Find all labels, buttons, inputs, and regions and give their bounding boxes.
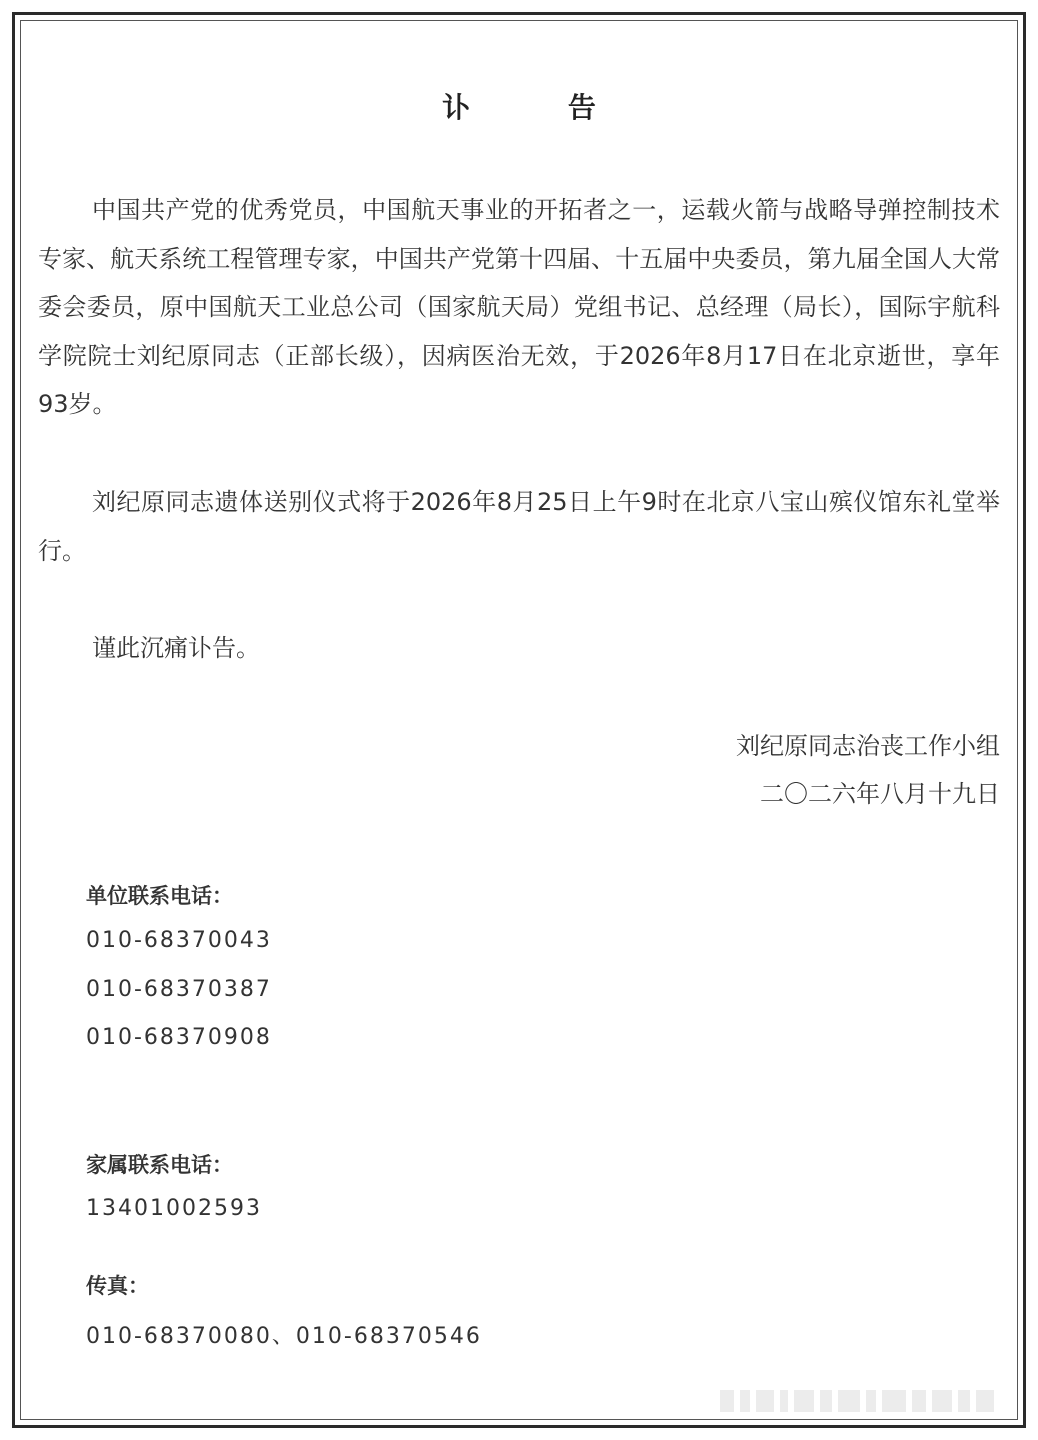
notice-paragraph-farewell-ceremony: 刘纪原同志遗体送别仪式将于2026年8月25日上午9时在北京八宝山殡仪馆东礼堂举行。	[38, 488, 1000, 565]
notice-paragraph-closing: 谨此沉痛讣告。	[92, 634, 260, 662]
watermark-logo	[720, 1388, 1000, 1414]
notice-paragraph-obituary: 中国共产党的优秀党员，中国航天事业的开拓者之一，运载火箭与战略导弹控制技术专家、航天系统工程管理专家，中国共产党第十四届、十五届中央委员，第九届全国人大常委会委员，原中国航天工业总公司（国家航天局）党组书记、总经理（局长），国际宇航科学院院士刘纪原同志（正部长级），因病医治无效，于2026年8月17日在北京逝世，享年93岁。	[38, 196, 1000, 418]
family-phone-heading: 家属联系电话：	[86, 1153, 233, 1177]
notice-title: 讣 告	[442, 91, 640, 124]
unit-phone-1: 010-68370043	[86, 928, 272, 953]
unit-phone-2: 010-68370387	[86, 977, 272, 1002]
signature-date: 二〇二六年八月十九日	[760, 780, 1000, 808]
signature-group: 刘纪原同志治丧工作小组	[736, 732, 1000, 760]
fax-heading: 传真：	[86, 1274, 149, 1298]
fax-numbers: 010-68370080、010-68370546	[86, 1324, 482, 1349]
family-phone: 13401002593	[86, 1196, 262, 1221]
unit-phone-heading: 单位联系电话：	[86, 884, 233, 908]
unit-phone-3: 010-68370908	[86, 1025, 272, 1050]
